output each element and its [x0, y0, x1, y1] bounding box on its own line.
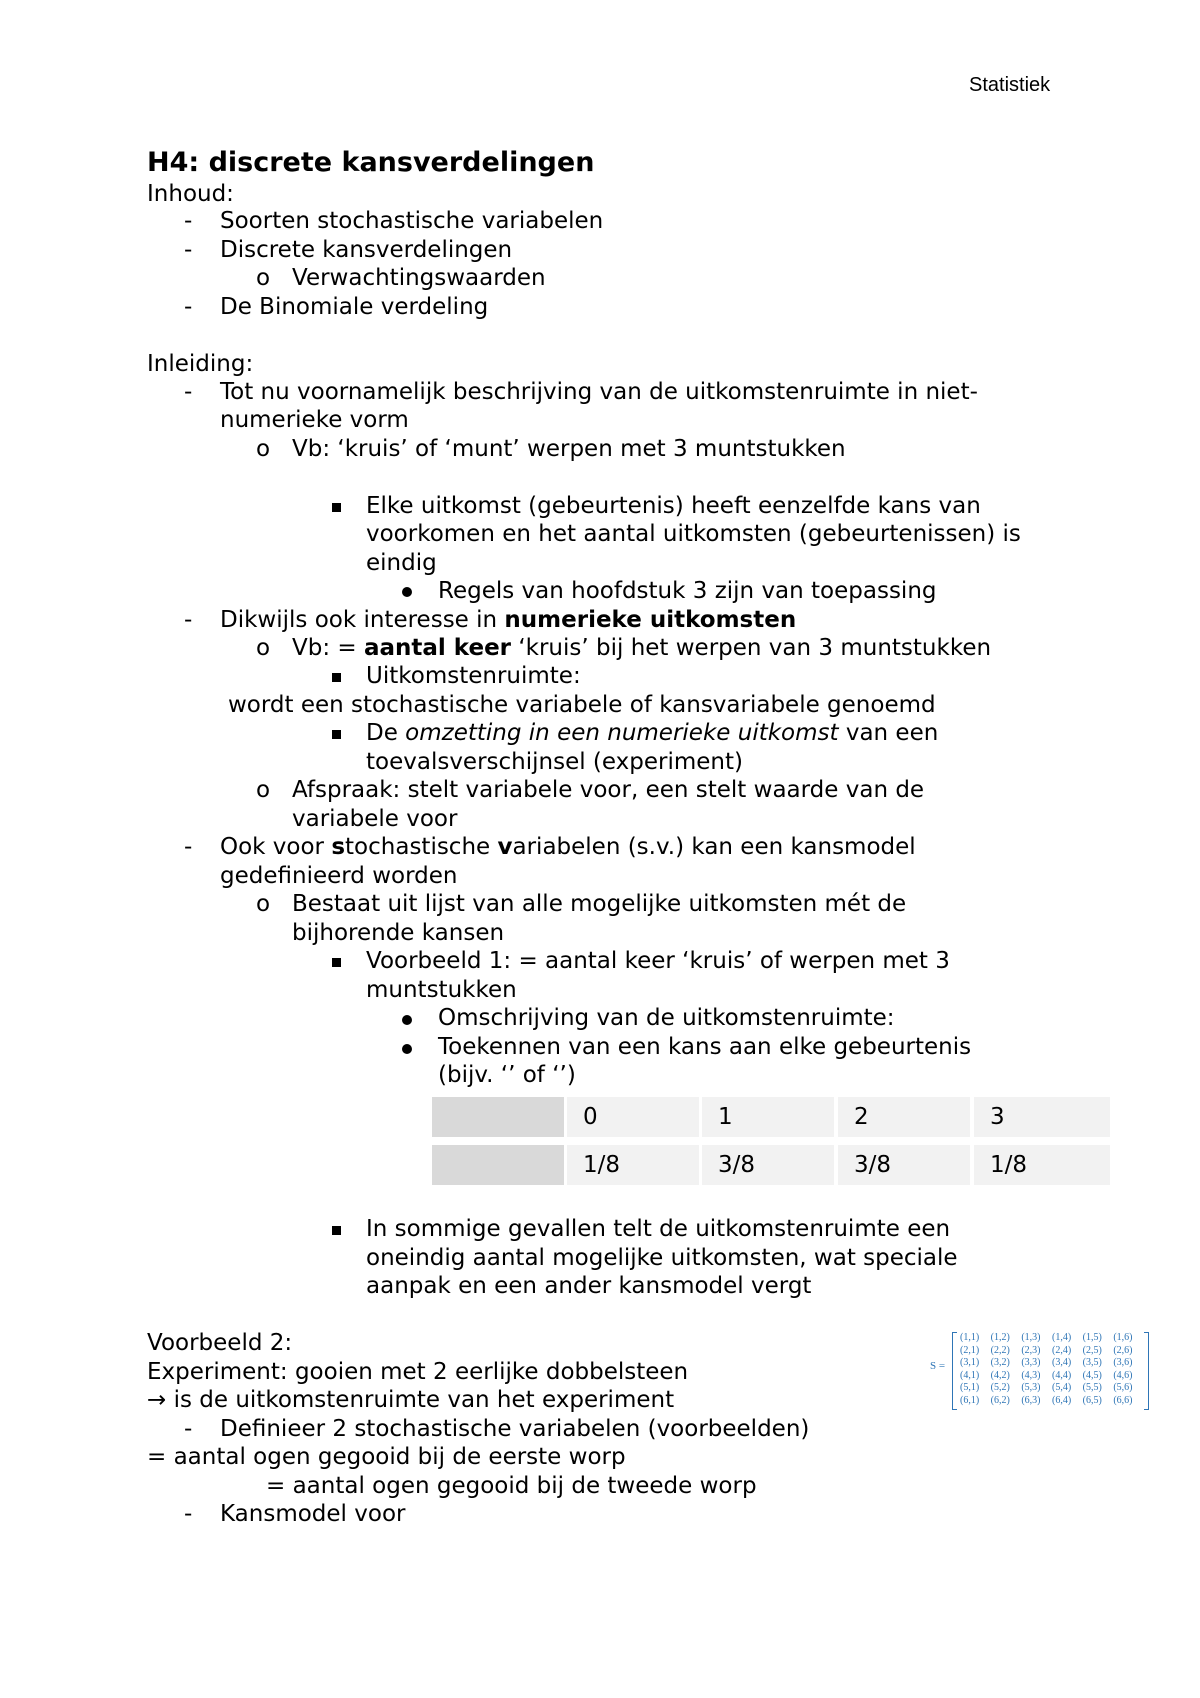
matrix-cell: (6,6)	[1113, 1394, 1133, 1406]
table-cell: 3	[974, 1097, 1110, 1137]
text-line: Definieer 2 stochastische variabelen (voorbeelden)	[220, 1416, 810, 1442]
matrix-cell: (3,3)	[1021, 1357, 1041, 1369]
round-bullet-icon	[402, 1015, 412, 1025]
matrix-cell: (1,4)	[1051, 1332, 1072, 1343]
inhoud-label: Inhoud:	[147, 181, 234, 207]
matrix-cell: (3,5)	[1082, 1357, 1102, 1369]
matrix-cell: (6,3)	[1021, 1394, 1041, 1406]
inhoud-item: Discrete kansverdelingen	[220, 237, 513, 263]
text-line: → is de uitkomstenruimte van het experiment	[147, 1387, 675, 1413]
matrix-cell: (5,5)	[1082, 1382, 1102, 1394]
matrix-cell: (6,1)	[960, 1394, 980, 1406]
header-title: Statistiek	[969, 74, 1051, 96]
matrix-cell: (2,4)	[1051, 1344, 1072, 1356]
text-line: voorkomen en het aantal uitkomsten (gebeurtenissen) is	[366, 521, 1021, 547]
circle-marker: o	[256, 891, 271, 917]
text-line: wordt een stochastische variabele of kansvariabele genoemd	[228, 692, 936, 718]
circle-marker: o	[256, 777, 271, 803]
text-line: bijhorende kansen	[292, 920, 505, 946]
matrix-cell: (2,2)	[990, 1344, 1010, 1356]
page-title: H4: discrete kansverdelingen	[147, 147, 595, 178]
matrix-cell: (3,1)	[960, 1357, 980, 1369]
dash-marker: -	[184, 834, 193, 860]
square-bullet-icon	[332, 673, 341, 682]
text-line: Regels van hoofdstuk 3 zijn van toepassing	[438, 578, 937, 604]
matrix-cell: (4,2)	[990, 1369, 1010, 1381]
text-line: Vb: ‘kruis’ of ‘munt’ werpen met 3 muntstukken	[292, 436, 846, 462]
dash-marker: -	[184, 294, 193, 320]
text-line: Omschrijving van de uitkomstenruimte:	[438, 1005, 895, 1031]
dash-marker: -	[184, 1416, 193, 1442]
inhoud-item: De Binomiale verdeling	[220, 294, 489, 320]
matrix-cell: (6,4)	[1051, 1394, 1072, 1406]
round-bullet-icon	[402, 1044, 412, 1054]
table-cell: 3/8	[702, 1145, 834, 1185]
dash-marker: -	[184, 1501, 193, 1527]
text-line: numerieke vorm	[220, 407, 409, 433]
square-bullet-icon	[332, 503, 341, 512]
table-cell: 2	[838, 1097, 970, 1137]
inhoud-item: Soorten stochastische variabelen	[220, 208, 604, 234]
matrix-cell: (1,3)	[1021, 1332, 1041, 1343]
inhoud-item: Verwachtingswaarden	[292, 265, 546, 291]
matrix-cell: (2,3)	[1021, 1344, 1041, 1356]
matrix-cell: (1,6)	[1113, 1332, 1133, 1343]
matrix-label: S =	[930, 1360, 946, 1372]
table-cell: 1	[702, 1097, 834, 1137]
matrix-cell: (4,5)	[1082, 1369, 1102, 1381]
sample-space-matrix	[930, 1332, 1150, 1408]
text-line: De omzetting in een numerieke uitkomst van een	[366, 720, 939, 746]
matrix-grid	[960, 1332, 1144, 1408]
text-line: (bijv. ‘’ of ‘’)	[438, 1062, 576, 1088]
round-bullet-icon	[402, 587, 412, 597]
table-header-cell	[432, 1097, 564, 1137]
matrix-cell: (3,4)	[1051, 1357, 1072, 1369]
text-line: Afspraak: stelt variabele voor, een stelt waarde van de	[292, 777, 925, 803]
text-line: aanpak en een ander kansmodel vergt	[366, 1273, 812, 1299]
text-line: Vb: = aantal keer ‘kruis’ bij het werpen van 3 muntstukken	[292, 635, 992, 661]
dash-marker: -	[184, 208, 193, 234]
text-line: = aantal ogen gegooid bij de eerste worp	[147, 1444, 626, 1470]
text-line: Elke uitkomst (gebeurtenis) heeft eenzelfde kans van	[366, 493, 981, 519]
matrix-cell: (5,2)	[990, 1382, 1010, 1394]
matrix-cell: (5,6)	[1113, 1382, 1133, 1394]
dash-marker: -	[184, 379, 193, 405]
text-line: Experiment: gooien met 2 eerlijke dobbelsteen	[147, 1359, 689, 1385]
text-line: gedefinieerd worden	[220, 863, 458, 889]
dash-marker: -	[184, 237, 193, 263]
matrix-cell: (2,1)	[960, 1344, 980, 1356]
text-line: Toekennen van een kans aan elke gebeurtenis	[438, 1034, 972, 1060]
text-line: Ook voor stochastische variabelen (s.v.) kan een kansmodel	[220, 834, 916, 860]
matrix-cell: (6,2)	[990, 1394, 1010, 1406]
square-bullet-icon	[332, 958, 341, 967]
matrix-cell: (4,6)	[1113, 1369, 1133, 1381]
text-line: Tot nu voornamelijk beschrijving van de uitkomstenruimte in niet-	[220, 379, 978, 405]
square-bullet-icon	[332, 730, 341, 739]
text-line: muntstukken	[366, 977, 517, 1003]
text-line: Dikwijls ook interesse in numerieke uitkomsten	[220, 607, 797, 633]
arrow-icon: →	[147, 1387, 167, 1413]
inleiding-label: Inleiding:	[147, 351, 254, 377]
left-bracket	[952, 1332, 957, 1410]
text-line: variabele voor	[292, 806, 458, 832]
text-line: Uitkomstenruimte:	[366, 663, 581, 689]
circle-marker: o	[256, 436, 271, 462]
text-line: Bestaat uit lijst van alle mogelijke uitkomsten mét de	[292, 891, 907, 917]
text-line: Kansmodel voor	[220, 1501, 406, 1527]
right-bracket	[1144, 1332, 1149, 1410]
text-line: eindig	[366, 550, 437, 576]
matrix-cell: (5,4)	[1051, 1382, 1072, 1394]
voorbeeld2-label: Voorbeeld 2:	[147, 1330, 293, 1356]
matrix-cell: (4,4)	[1051, 1369, 1072, 1381]
matrix-cell: (3,2)	[990, 1357, 1010, 1369]
text-line: oneindig aantal mogelijke uitkomsten, wat speciale	[366, 1245, 958, 1271]
circle-marker: o	[256, 635, 271, 661]
matrix-cell: (1,1)	[960, 1332, 980, 1343]
text-line: In sommige gevallen telt de uitkomstenruimte een	[366, 1216, 951, 1242]
table-header-cell	[432, 1145, 564, 1185]
circle-marker: o	[256, 265, 271, 291]
table-cell: 3/8	[838, 1145, 970, 1185]
matrix-cell: (6,5)	[1082, 1394, 1102, 1406]
text-line: toevalsverschijnsel (experiment)	[366, 749, 743, 775]
matrix-cell: (2,5)	[1082, 1344, 1102, 1356]
matrix-cell: (3,6)	[1113, 1357, 1133, 1369]
text-line: Voorbeeld 1: = aantal keer ‘kruis’ of werpen met 3	[366, 948, 950, 974]
matrix-cell: (4,1)	[960, 1369, 980, 1381]
matrix-cell: (5,1)	[960, 1382, 980, 1394]
square-bullet-icon	[332, 1226, 341, 1235]
dash-marker: -	[184, 607, 193, 633]
table-cell: 1/8	[567, 1145, 699, 1185]
table-cell: 1/8	[974, 1145, 1110, 1185]
matrix-cell: (1,5)	[1082, 1332, 1102, 1343]
matrix-cell: (4,3)	[1021, 1369, 1041, 1381]
matrix-cell: (5,3)	[1021, 1382, 1041, 1394]
matrix-cell: (2,6)	[1113, 1344, 1133, 1356]
matrix-cell: (1,2)	[990, 1332, 1010, 1343]
table-cell: 0	[567, 1097, 699, 1137]
text-line: = aantal ogen gegooid bij de tweede worp	[266, 1473, 757, 1499]
